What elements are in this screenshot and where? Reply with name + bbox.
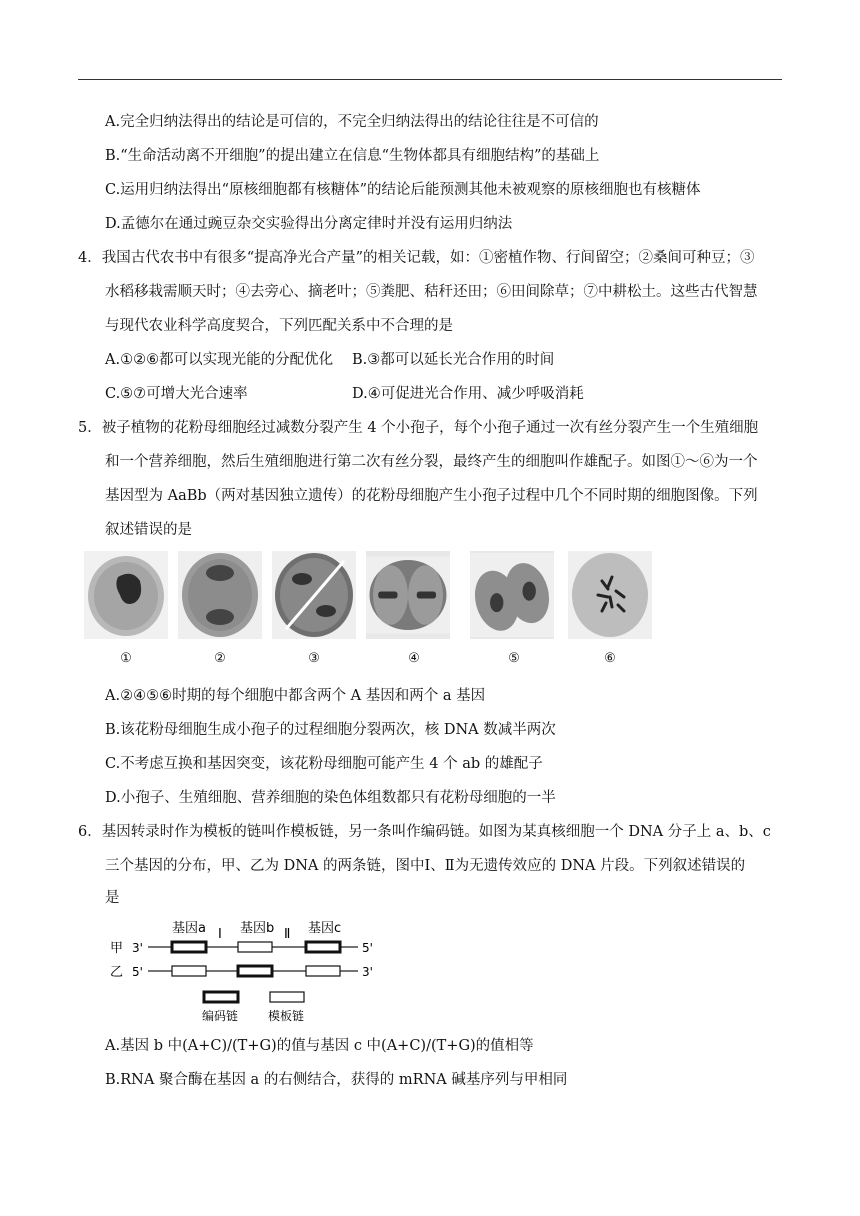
micrograph-label: ⑤ <box>508 651 520 666</box>
dna-gene-diagram <box>110 918 400 1038</box>
gene-c-coding-box <box>306 942 340 952</box>
q5-option-a: A.②④⑤⑥时期的每个细胞中都含两个 A 基因和两个 a 基因 <box>105 688 486 704</box>
strand-jia-label: 甲 <box>110 941 124 956</box>
jia-right-end: 5' <box>362 941 373 955</box>
micrograph-label: ② <box>214 651 226 666</box>
q6-stem-line: 三个基因的分布，甲、乙为 DNA 的两条链，图中Ⅰ、Ⅱ为无遗传效应的 DNA 片段。下列叙述错误的 <box>105 858 746 874</box>
yi-left-end: 5' <box>132 965 143 979</box>
q5-option-c: C.不考虑互换和基因突变，该花粉母细胞可能产生 4 个 ab 的雄配子 <box>105 756 543 772</box>
yi-right-end: 3' <box>362 965 373 979</box>
legend-template-label: 模板链 <box>268 1009 305 1023</box>
gene-b-label: 基因b <box>240 921 275 936</box>
q4-option-d: D.④可促进光合作用、减少呼吸消耗 <box>352 386 584 402</box>
gene-c-label: 基因c <box>308 921 342 936</box>
q6-option-b: B.RNA 聚合酶在基因 a 的右侧结合，获得的 mRNA 碱基序列与甲相同 <box>105 1072 568 1088</box>
legend-coding-swatch <box>204 992 238 1002</box>
micrograph-label: ③ <box>308 651 320 666</box>
q4-stem-line: 水稻移栽需顺天时；④去旁心、摘老叶；⑤粪肥、秸秆还田；⑥田间除草；⑦中耕松土。这些古代智慧 <box>105 284 758 300</box>
q3-option-c: C.运用归纳法得出“原核细胞都有核糖体”的结论后能预测其他未被观察的原核细胞也有核糖体 <box>105 182 701 198</box>
gene-b-coding-box <box>238 966 272 976</box>
q6-option-a: A.基因 b 中(A+C)/(T+G)的值与基因 c 中(A+C)/(T+G)的值相等 <box>105 1038 534 1054</box>
q4-option-c: C.⑤⑦可增大光合速率 <box>105 386 248 402</box>
roman-1-label: Ⅰ <box>218 927 222 942</box>
jia-left-end: 3' <box>132 941 143 955</box>
gene-a-template-box <box>172 966 206 976</box>
q5-stem-line: 和一个营养细胞，然后生殖细胞进行第二次有丝分裂，最终产生的细胞叫作雄配子。如图①～⑥为一个 <box>105 454 758 470</box>
q4-stem-line: 4．我国古代农书中有很多“提高净光合产量”的相关记载，如：①密植作物、行间留空；②桑间可种豆；③ <box>78 250 755 266</box>
legend-template-swatch <box>270 992 304 1002</box>
legend-coding-label: 编码链 <box>202 1009 239 1023</box>
micrograph-label: ⑥ <box>604 651 616 666</box>
micrograph-4 <box>366 551 450 666</box>
q3-option-a: A.完全归纳法得出的结论是可信的，不完全归纳法得出的结论往往是不可信的 <box>105 114 599 130</box>
micrograph-2 <box>178 551 262 666</box>
q5-option-b: B.该花粉母细胞生成小孢子的过程细胞分裂两次，核 DNA 数减半两次 <box>105 722 556 738</box>
micrograph-6 <box>568 551 652 666</box>
q6-stem-line: 6．基因转录时作为模板的链叫作模板链，另一条叫作编码链。如图为某真核细胞一个 DNA 分子上 a、b、c <box>78 824 771 840</box>
q5-stem-line: 基因型为 AaBb（两对基因独立遗传）的花粉母细胞产生小孢子过程中几个不同时期的细胞图像。下列 <box>105 488 758 504</box>
micrograph-label: ④ <box>408 651 420 666</box>
q3-option-b: B.“生命活动离不开细胞”的提出建立在信息“生物体都具有细胞结构”的基础上 <box>105 148 600 164</box>
micrograph-3 <box>272 551 356 666</box>
q4-option-b: B.③都可以延长光合作用的时间 <box>352 352 555 368</box>
gene-a-coding-box <box>172 942 206 952</box>
strand-yi-label: 乙 <box>110 965 124 980</box>
header-rule <box>78 79 782 80</box>
q6-stem-line: 是 <box>105 890 120 906</box>
q4-stem-line: 与现代农业科学高度契合，下列匹配关系中不合理的是 <box>105 318 453 334</box>
gene-b-template-box <box>238 942 272 952</box>
micrograph-1 <box>84 551 168 666</box>
q5-stem-line: 5．被子植物的花粉母细胞经过减数分裂产生 4 个小孢子，每个小孢子通过一次有丝分裂产生一个生殖细胞 <box>78 420 759 436</box>
q3-option-d: D.孟德尔在通过豌豆杂交实验得出分离定律时并没有运用归纳法 <box>105 216 513 232</box>
roman-2-label: Ⅱ <box>284 927 291 942</box>
q5-stem-line: 叙述错误的是 <box>105 522 192 538</box>
q4-option-a: A.①②⑥都可以实现光能的分配优化 <box>105 352 334 368</box>
micrograph-label: ① <box>120 651 132 666</box>
micrograph-5 <box>470 551 554 666</box>
gene-c-template-box <box>306 966 340 976</box>
gene-a-label: 基因a <box>172 921 206 936</box>
q5-option-d: D.小孢子、生殖细胞、营养细胞的染色体组数都只有花粉母细胞的一半 <box>105 790 556 806</box>
